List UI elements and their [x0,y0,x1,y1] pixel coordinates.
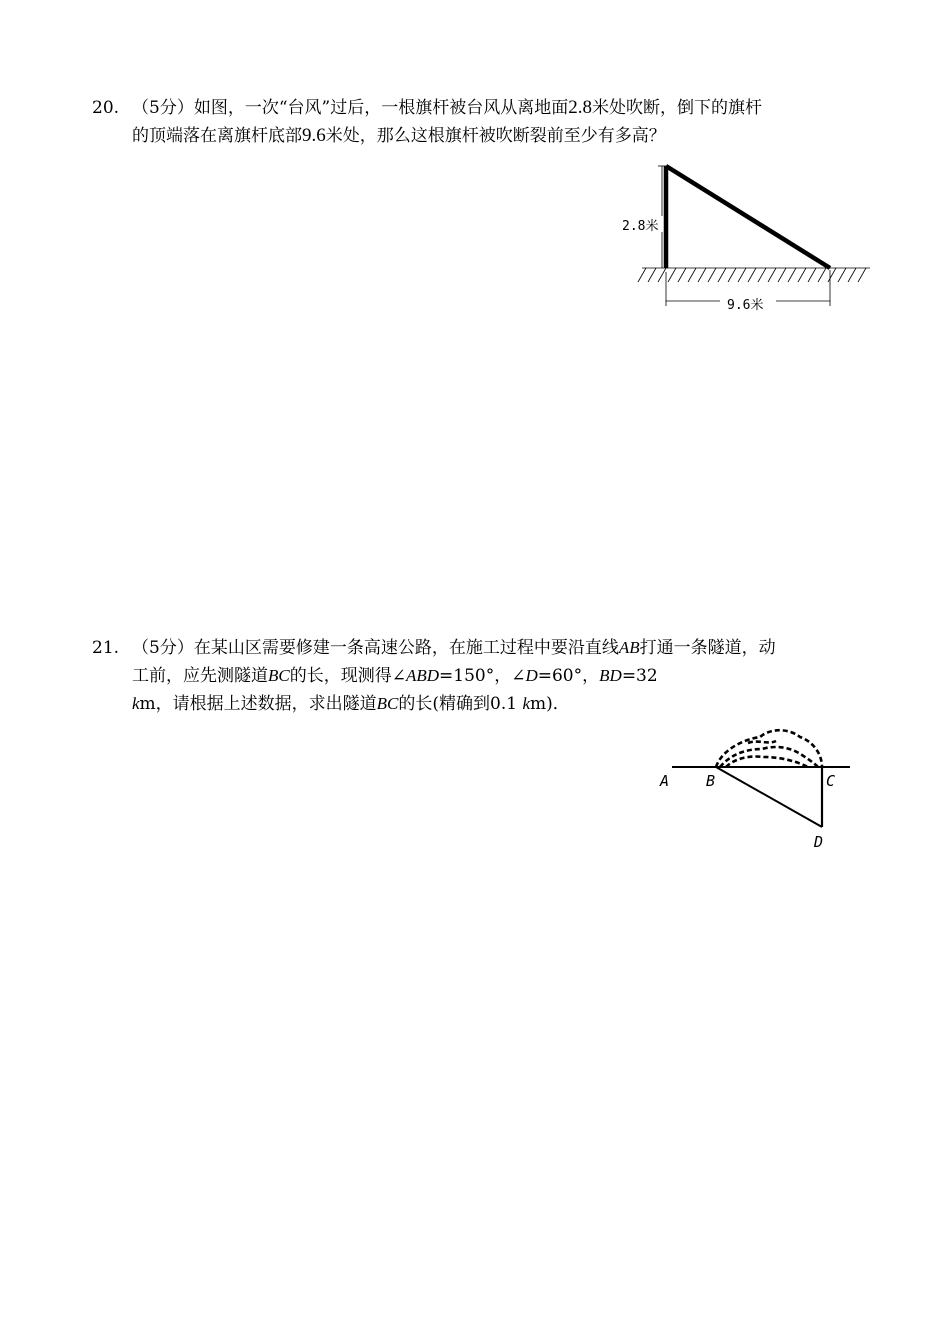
unit-k: k [132,694,140,713]
question-text: 米处，那么这根旗杆被吹断裂前至少有多高？ [325,126,666,146]
unit-k: k [522,694,531,713]
question-number: 20. [92,98,120,118]
question-text: =150°，∠ [439,666,526,686]
distance-value: 9.6 [302,125,326,146]
question-21 [92,634,862,718]
question-text: 如图，一次“台风”过后，一根旗杆被台风从离地面 [193,98,569,118]
question-20 [92,94,862,150]
question-21-line-3 [92,690,862,718]
height-label: 2.8米 [622,219,659,234]
point-d-label: D [814,833,824,851]
mountain-dashed [716,730,822,767]
question-number: 21. [92,638,120,658]
question-21-line-2 [92,662,862,690]
question-text: 米处吹断，倒下的旗杆 [591,98,762,118]
question-text: 的顶端落在离旗杆底部 [132,126,302,146]
segment-bd: BD [599,666,622,685]
angle-abd: ABD [405,666,440,685]
question-21-line-1 [92,634,862,662]
question-text: m，请根据上述数据，求出隧道 [139,694,377,714]
segment-bc: BC [376,694,399,713]
question-text: 打通一条隧道，动 [639,638,776,658]
points: （5分） [132,638,194,658]
question-text: 在某山区需要修建一条高速公路，在施工过程中要沿直线 [193,638,619,658]
ground-hatching [638,268,870,282]
question-text: =32 [621,666,658,686]
segment-bd-line [716,767,822,827]
question-text: 的长(精确到0.1 [398,694,523,714]
question-text: =60°， [537,666,600,686]
distance-label: 9.6米 [727,298,764,313]
question-text: m)． [530,694,570,714]
segment-bc: BC [268,666,290,685]
pole-fallen-part [666,166,830,268]
tunnel-figure [650,725,860,855]
point-b-label: B [706,772,716,790]
points: （5分） [132,98,194,118]
point-a-label: A [660,772,670,790]
question-20-line-1 [92,94,862,122]
question-text: 工前，应先测隧道 [132,666,268,686]
flagpole-figure [612,160,872,320]
angle-d: D [525,666,538,685]
question-text: 的长，现测得∠ [289,666,406,686]
height-value: 2.8 [568,97,592,118]
segment-ab: AB [618,638,640,657]
question-20-line-2 [92,122,862,150]
point-c-label: C [826,772,836,790]
